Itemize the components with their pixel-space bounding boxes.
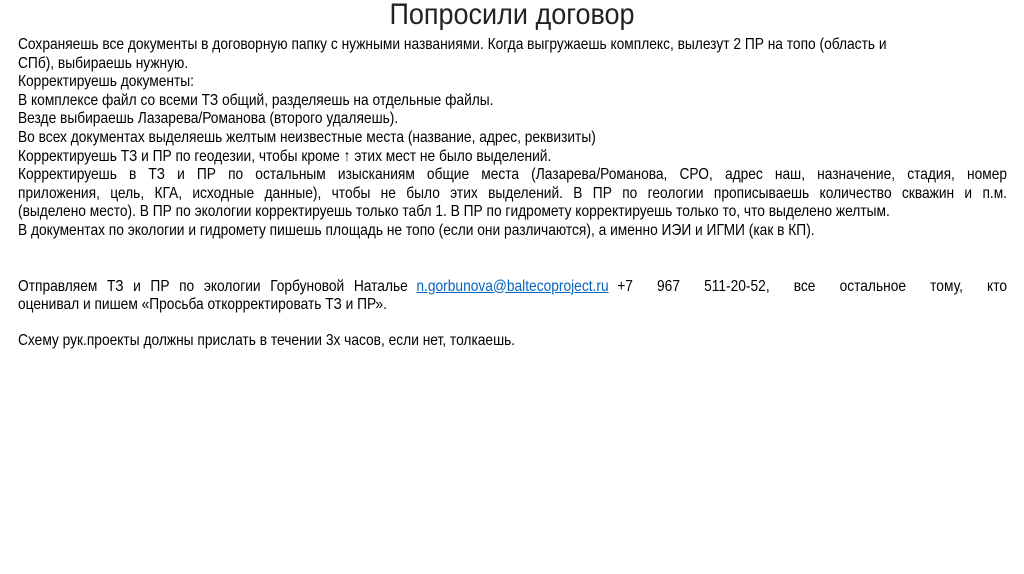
slide-body (18, 36, 1007, 350)
text-line: Везде выбираешь Лазарева/Романова (второго удаляешь). (18, 110, 399, 128)
contact-text-after: +7 967 511-20-52, все остальное тому, кто (617, 277, 1007, 295)
text-line: (выделено место). В ПР по экологии корректируешь только табл 1. В ПР по гидромету корректируешь только то, что выделено желтым. (18, 203, 890, 221)
slide-title: Попросили договор (389, 0, 635, 31)
contact-line (18, 278, 1007, 297)
text-line: СПб), выбираешь нужную. (18, 54, 189, 72)
text-line: В документах по экологии и гидромету пишешь площадь не топо (если они различаются), а именно ИЭИ и ИГМИ (как в КП). (18, 221, 815, 239)
text-line: В комплексе файл со всеми ТЗ общий, разделяешь на отдельные файлы. (18, 91, 494, 109)
text-line: Корректируешь в ТЗ и ПР по остальным изысканиям общие места (Лазарева/Романова, СРО, адрес наш, назначение, стадия, номер (18, 166, 1007, 184)
contact-line-2: оценивал и пишем «Просьба откорректировать ТЗ и ПР». (18, 296, 387, 314)
email-link[interactable]: n.gorbunova@baltecoproject.ru (416, 277, 609, 295)
footer-line: Схему рук.проекты должны прислать в течении 3х часов, если нет, толкаешь. (18, 331, 516, 349)
text-line: Сохраняешь все документы в договорную папку с нужными названиями. Когда выгружаешь комплекс, вылезут 2 ПР на топо (область и (18, 36, 887, 53)
text-line: Во всех документах выделяешь желтым неизвестные места (название, адрес, реквизиты) (18, 128, 596, 146)
text-line: Корректируешь ТЗ и ПР по геодезии, чтобы кроме ↑ этих мест не было выделений. (18, 147, 552, 165)
text-line: Корректируешь документы: (18, 73, 195, 91)
contact-text-before: Отправляем ТЗ и ПР по экологии Горбуновой Наталье (18, 277, 408, 295)
text-line: приложения, цель, КГА, исходные данные), чтобы не было этих выделений. В ПР по геологии прописываешь количество скважин и п.м. (18, 184, 1007, 202)
